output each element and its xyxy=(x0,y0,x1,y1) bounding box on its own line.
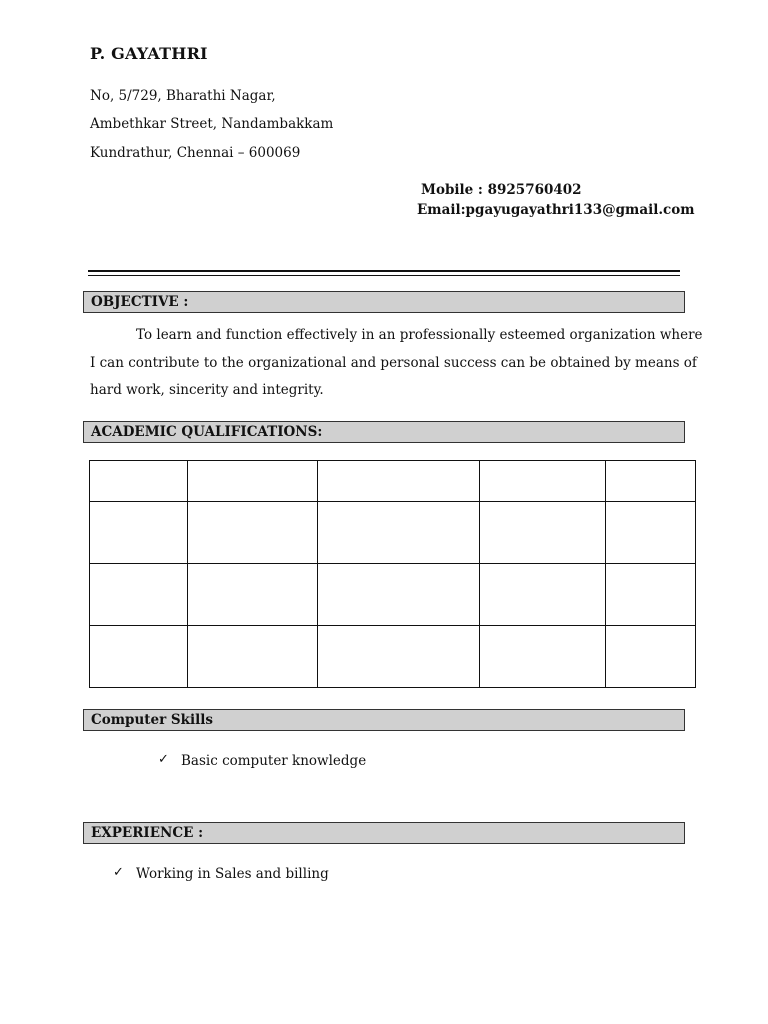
check-icon: ✓ xyxy=(158,752,169,767)
table-cell xyxy=(187,461,317,502)
experience-section-header xyxy=(83,822,685,844)
objective-section-header xyxy=(83,291,685,313)
computer-skill-item: Basic computer knowledge xyxy=(181,753,367,769)
table-row xyxy=(90,626,696,688)
table-cell xyxy=(606,564,696,626)
experience-item: Working in Sales and billing xyxy=(136,866,329,882)
table-cell xyxy=(187,564,317,626)
computer-skills-title: Computer Skills xyxy=(91,712,214,728)
table-cell xyxy=(317,564,480,626)
table-cell xyxy=(90,461,188,502)
address-line-2: Ambethkar Street, Nandambakkam xyxy=(90,116,334,132)
objective-title: OBJECTIVE : xyxy=(91,294,189,310)
objective-line-1: To learn and function effectively in an professionally esteemed organization where xyxy=(136,327,703,343)
experience-title: EXPERIENCE : xyxy=(91,825,204,841)
table-cell xyxy=(480,626,606,688)
table-cell xyxy=(187,626,317,688)
table-cell xyxy=(90,564,188,626)
address-line-3: Kundrathur, Chennai – 600069 xyxy=(90,145,301,161)
academic-title: ACADEMIC QUALIFICATIONS: xyxy=(91,424,323,440)
table-row xyxy=(90,461,696,502)
table-cell xyxy=(90,626,188,688)
table-cell xyxy=(606,626,696,688)
table-cell xyxy=(606,502,696,564)
table-cell xyxy=(317,461,480,502)
table-cell xyxy=(480,502,606,564)
table-row xyxy=(90,564,696,626)
candidate-name: P. GAYATHRI xyxy=(90,44,208,63)
table-cell xyxy=(90,502,188,564)
academic-section-header xyxy=(83,421,685,443)
academic-qualifications-table xyxy=(89,460,696,688)
email-address: Email:pgayugayathri133@gmail.com xyxy=(417,202,695,218)
table-cell xyxy=(317,626,480,688)
table-cell xyxy=(187,502,317,564)
objective-line-2: I can contribute to the organizational and personal success can be obtained by means of xyxy=(90,355,697,371)
mobile-number: Mobile : 8925760402 xyxy=(421,182,582,198)
computer-skills-section-header xyxy=(83,709,685,731)
table-cell xyxy=(480,564,606,626)
table-row xyxy=(90,502,696,564)
header-divider-thick xyxy=(88,270,680,272)
table-cell xyxy=(480,461,606,502)
header-divider-thin xyxy=(88,275,680,276)
table-cell xyxy=(606,461,696,502)
check-icon: ✓ xyxy=(113,865,124,880)
address-line-1: No, 5/729, Bharathi Nagar, xyxy=(90,88,276,104)
objective-line-3: hard work, sincerity and integrity. xyxy=(90,382,324,398)
table-cell xyxy=(317,502,480,564)
